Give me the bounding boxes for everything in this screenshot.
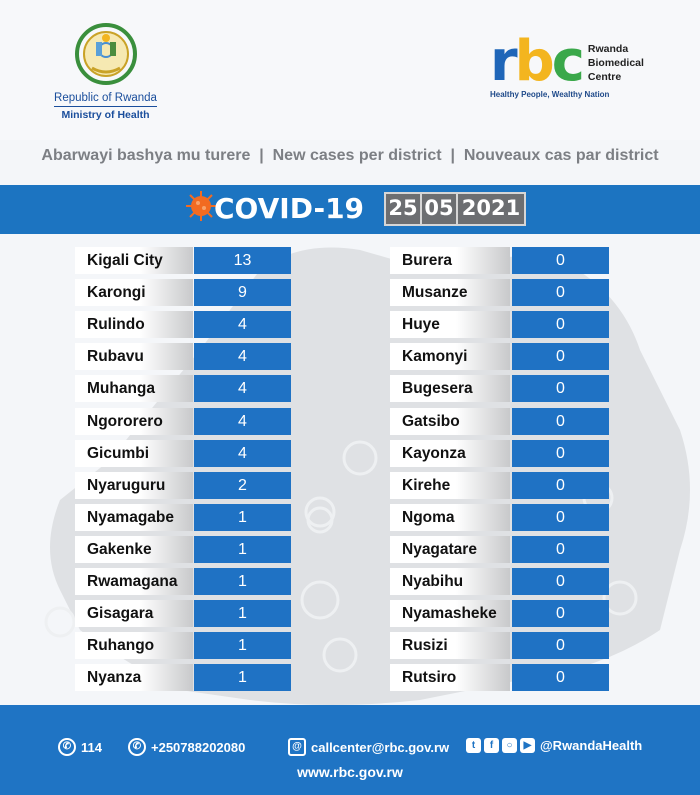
date-month: 05 [420, 192, 458, 226]
contact-email [288, 738, 449, 756]
contact-phone [128, 738, 245, 756]
district-case-count: 0 [512, 632, 609, 659]
district-row [0, 440, 700, 467]
district-case-count: 0 [512, 375, 609, 402]
district-row [0, 247, 700, 274]
district-case-count: 4 [194, 311, 291, 338]
district-name: Nyagatare [390, 536, 510, 563]
ministry-name: Ministry of Health [61, 109, 150, 121]
district-name: Gatsibo [390, 408, 510, 435]
district-name: Nyamagabe [75, 504, 193, 531]
rbc-full-name [588, 42, 644, 84]
virus-icon [185, 190, 217, 222]
district-case-count: 1 [194, 632, 291, 659]
district-name: Gakenke [75, 536, 193, 563]
youtube-icon: ▶ [520, 738, 535, 753]
district-case-count: 0 [512, 279, 609, 306]
district-name: Burera [390, 247, 510, 274]
short-phone-number: 114 [81, 739, 102, 755]
district-row [0, 375, 700, 402]
district-name: Rutsiro [390, 664, 510, 691]
district-case-count: 0 [512, 600, 609, 627]
district-name: Nyaruguru [75, 472, 193, 499]
website: www.rbc.gov.rw [297, 764, 403, 780]
district-name: Rwamagana [75, 568, 193, 595]
district-row [0, 408, 700, 435]
district-case-count: 1 [194, 504, 291, 531]
district-name: Huye [390, 311, 510, 338]
district-name: Muhanga [75, 375, 193, 402]
district-name: Ngororero [75, 408, 193, 435]
district-case-count: 0 [512, 504, 609, 531]
page-subtitle: Abarwayi bashya mu turere | New cases per district | Nouveaux cas par district [41, 147, 659, 164]
district-name: Rubavu [75, 343, 193, 370]
district-case-count: 0 [512, 408, 609, 435]
twitter-icon: t [466, 738, 481, 753]
district-row [0, 568, 700, 595]
district-name: Rulindo [75, 311, 193, 338]
rbc-letter-r: r [490, 29, 515, 94]
rbc-tagline: Healthy People, Wealthy Nation [490, 90, 610, 99]
district-row [0, 343, 700, 370]
banner-title: COVID-19 [214, 192, 365, 225]
district-row [0, 600, 700, 627]
date-day: 25 [384, 192, 422, 226]
district-name: Nyanza [75, 664, 193, 691]
divider [54, 106, 157, 107]
district-name: Bugesera [390, 375, 510, 402]
district-name: Karongi [75, 279, 193, 306]
district-row [0, 664, 700, 691]
district-name: Ruhango [75, 632, 193, 659]
district-name: Nyabihu [390, 568, 510, 595]
header [0, 0, 700, 140]
district-case-count: 1 [194, 536, 291, 563]
district-name: Kigali City [75, 247, 193, 274]
district-case-count: 1 [194, 600, 291, 627]
district-name: Rusizi [390, 632, 510, 659]
district-case-count: 0 [512, 664, 609, 691]
district-case-count: 0 [512, 311, 609, 338]
government-name: Republic of Rwanda [54, 92, 157, 104]
district-name: Gicumbi [75, 440, 193, 467]
district-case-count: 4 [194, 440, 291, 467]
district-row [0, 472, 700, 499]
rbc-logo [490, 29, 644, 99]
district-name: Nyamasheke [390, 600, 510, 627]
rbc-name-line: Rwanda [587, 43, 629, 55]
district-row [0, 632, 700, 659]
district-case-count: 13 [194, 247, 291, 274]
district-case-count: 2 [194, 472, 291, 499]
district-name: Kirehe [390, 472, 510, 499]
facebook-icon: f [484, 738, 499, 753]
social-handle: @RwandaHealth [540, 738, 643, 753]
date-year: 2021 [456, 192, 526, 226]
district-row [0, 504, 700, 531]
district-case-count: 4 [194, 375, 291, 402]
district-row [0, 536, 700, 563]
rbc-name-line: Biomedical [587, 57, 644, 69]
district-case-count: 0 [512, 568, 609, 595]
district-case-count: 1 [194, 664, 291, 691]
district-case-count: 1 [194, 568, 291, 595]
district-name: Kayonza [390, 440, 510, 467]
district-case-count: 4 [194, 343, 291, 370]
government-logo [48, 22, 163, 121]
district-row [0, 311, 700, 338]
rbc-letter-b: b [514, 29, 552, 94]
phone-icon: ✆ [128, 738, 146, 756]
district-case-count: 4 [194, 408, 291, 435]
district-name: Musanze [390, 279, 510, 306]
rbc-letters [490, 29, 582, 94]
phone-icon: ✆ [58, 738, 76, 756]
district-case-count: 0 [512, 247, 609, 274]
district-name: Kamonyi [390, 343, 510, 370]
district-case-count: 0 [512, 343, 609, 370]
district-row [0, 279, 700, 306]
contact-short-phone [58, 738, 102, 756]
contact-social [466, 738, 642, 753]
district-name: Ngoma [390, 504, 510, 531]
instagram-icon: ○ [502, 738, 517, 753]
phone-number: +250788202080 [151, 739, 246, 755]
rwanda-seal-icon [74, 22, 138, 86]
district-case-count: 0 [512, 472, 609, 499]
rbc-name-line: Centre [587, 71, 622, 83]
district-case-count: 9 [194, 279, 291, 306]
rbc-letter-c: c [551, 29, 582, 94]
district-name: Gisagara [75, 600, 193, 627]
email-icon: @ [288, 738, 306, 756]
district-case-count: 0 [512, 440, 609, 467]
district-case-count: 0 [512, 536, 609, 563]
email-address: callcenter@rbc.gov.rw [311, 739, 450, 755]
